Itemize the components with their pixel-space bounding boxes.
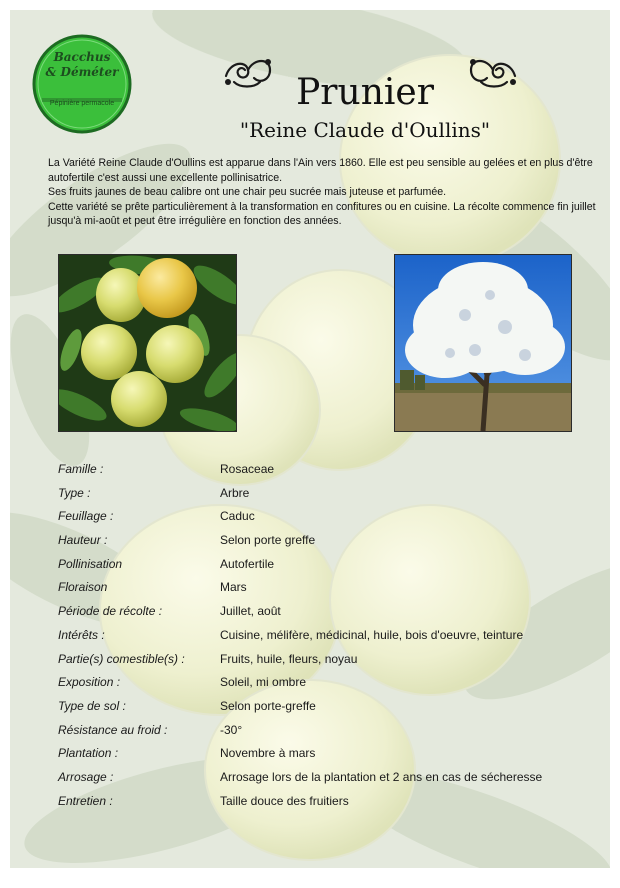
logo-line-2: & Déméter (45, 65, 119, 79)
spec-value: Selon porte-greffe (220, 698, 316, 713)
spec-label: Plantation : (58, 746, 119, 761)
spec-row (58, 458, 598, 482)
spec-label: Période de récolte : (58, 604, 163, 619)
spec-value: -30° (220, 722, 243, 737)
spec-value: Caduc (220, 509, 255, 524)
spec-row (58, 482, 598, 506)
page-title: Prunier (296, 72, 434, 113)
spec-label: Arrosage : (58, 769, 114, 784)
spec-row (58, 624, 598, 648)
fruit-photo (58, 254, 237, 432)
spec-row (58, 790, 598, 814)
spec-label: Floraison (58, 580, 108, 595)
spec-label: Pollinisation (58, 556, 123, 571)
spec-row (58, 529, 598, 553)
spec-label: Hauteur : (58, 533, 108, 548)
spec-row (58, 695, 598, 719)
spec-value: Arbre (220, 485, 250, 500)
logo-line-1: Bacchus (53, 50, 111, 64)
spec-row (58, 576, 598, 600)
spec-label: Feuillage : (58, 509, 114, 524)
spec-row (58, 553, 598, 577)
spec-label: Type de sol : (58, 698, 126, 713)
tree-photo (394, 254, 572, 432)
spec-value: Juillet, août (220, 604, 281, 619)
spec-value: Taille douce des fruitiers (220, 793, 349, 808)
spec-value: Rosaceae (220, 462, 275, 476)
logo-subtitle: Pépinière permacole (49, 100, 115, 107)
spec-row (58, 719, 598, 743)
spec-row (58, 648, 598, 672)
spec-label: Intérêts : (58, 627, 105, 642)
spec-label: Type : (58, 485, 91, 500)
spec-value: Mars (220, 580, 247, 595)
variety-subtitle: "Reine Claude d'Oullins" (239, 118, 491, 142)
spec-label: Résistance au froid : (58, 722, 168, 737)
spec-row (58, 766, 598, 790)
description-paragraph: La Variété Reine Claude d'Oullins est apparue dans l'Ain vers 1860. Elle est peu sensible au gelées et en plus d'être autofertile c'est aussi une excellente pollinisatrice. (48, 157, 593, 184)
spec-row (58, 505, 598, 529)
spec-label: Famille : (58, 462, 104, 476)
spec-label: Partie(s) comestible(s) : (58, 651, 185, 666)
spec-value: Selon porte greffe (220, 533, 316, 548)
spec-label: Entretien : (58, 793, 113, 808)
spec-value: Cuisine, mélifère, médicinal, huile, bois d'oeuvre, teinture (220, 627, 524, 642)
spec-value: Fruits, huile, fleurs, noyau (220, 651, 358, 666)
spec-value: Novembre à mars (220, 746, 316, 761)
description (48, 156, 596, 229)
plant-sheet (10, 10, 610, 868)
spec-label: Exposition : (58, 675, 121, 690)
spec-row (58, 742, 598, 766)
spec-row (58, 671, 598, 695)
description-paragraph: Cette variété se prête particulièrement à la transformation en confitures ou en cuisine. La récolte commence fin juillet jusqu'à mi-août et peut être irrégulière en fonction des années. (48, 200, 596, 227)
spec-value: Arrosage lors de la plantation et 2 ans en cas de sécheresse (220, 769, 543, 784)
specs-table (58, 458, 598, 813)
spec-value: Autofertile (220, 556, 275, 571)
description-paragraph: Ses fruits jaunes de beau calibre ont une chair peu sucrée mais juteuse et parfumée. (48, 186, 447, 198)
spec-value: Soleil, mi ombre (220, 675, 307, 690)
logo-badge (32, 34, 132, 134)
spec-row (58, 600, 598, 624)
